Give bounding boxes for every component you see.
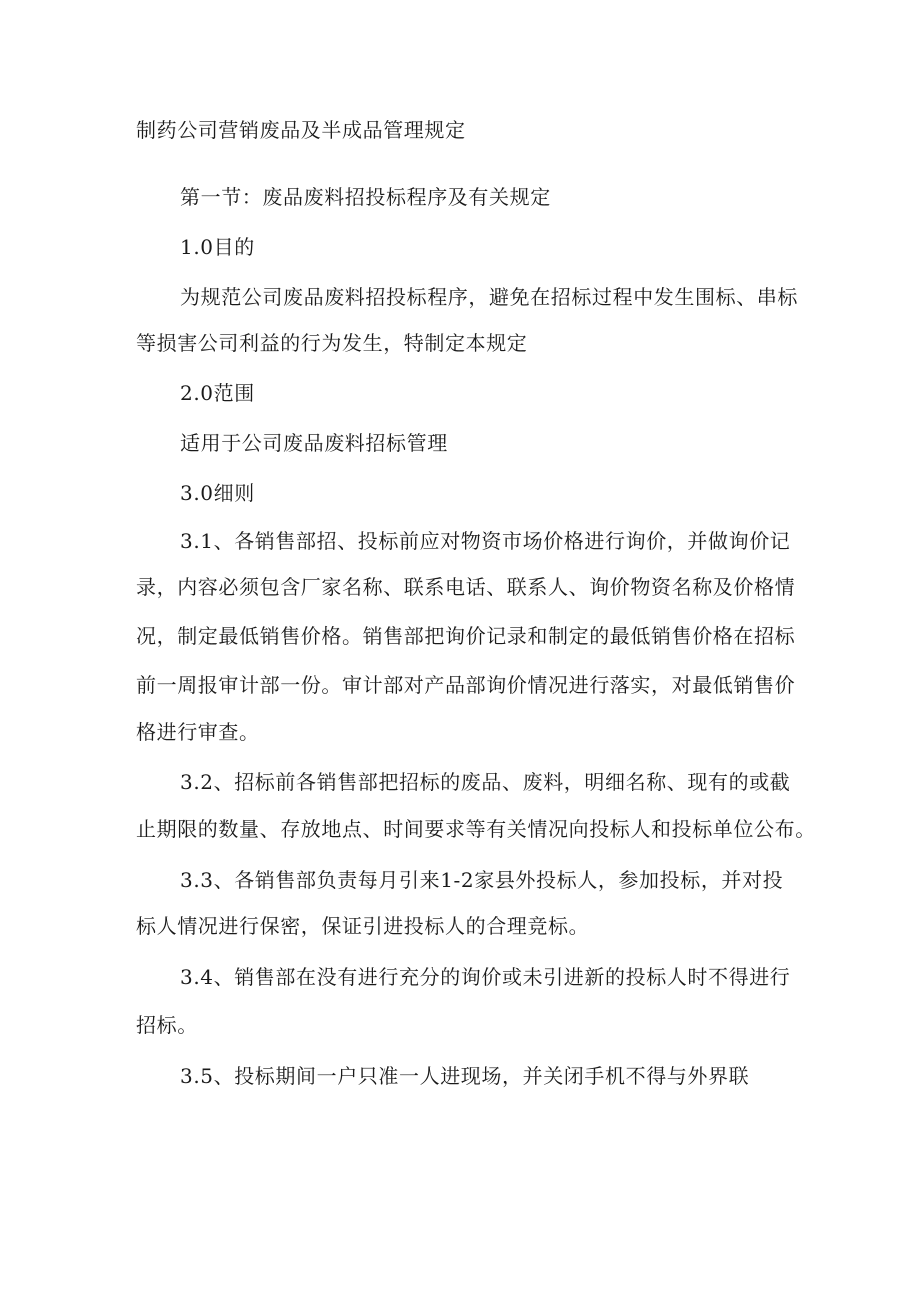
clause-3-1-line-4: 前一周报审计部一份。审计部对产品部询价情况进行落实，对最低销售价 [136,673,796,697]
clause-3-1-line-2: 录，内容必须包含厂家名称、联系电话、联系人、询价物资名称及价格情 [136,575,796,599]
scope-text: 适用于公司废品废料招标管理 [180,431,448,455]
clause-3-3-line-2: 标人情况进行保密，保证引进投标人的合理竞标。 [136,914,590,938]
scope-heading: 2.0范围 [180,381,255,405]
clause-3-4-line-1: 3.4、销售部在没有进行充分的询价或未引进新的投标人时不得进行 [180,965,791,989]
clause-3-1-line-3: 况，制定最低销售价格。销售部把询价记录和制定的最低销售价格在招标 [136,624,796,648]
purpose-line-2: 等损害公司利益的行为发生，特制定本规定 [136,331,528,355]
clause-3-1-line-5: 格进行审查。 [136,720,260,744]
purpose-heading: 1.0目的 [180,235,255,259]
section-heading: 第一节：废品废料招投标程序及有关规定 [180,185,551,209]
clause-3-5-line-1: 3.5、投标期间一户只准一人进现场，并关闭手机不得与外界联 [180,1064,750,1088]
clause-3-3-line-1: 3.3、各销售部负责每月引来1-2家县外投标人，参加投标，并对投 [180,868,784,892]
document-title: 制药公司营销废品及半成品管理规定 [136,118,466,142]
clause-3-1-line-1: 3.1、各销售部招、投标前应对物资市场价格进行询价，并做询价记 [180,529,791,553]
details-heading: 3.0细则 [180,481,255,505]
clause-3-2-line-2: 止期限的数量、存放地点、时间要求等有关情况向投标人和投标单位公布。 [136,817,816,841]
purpose-line-1: 为规范公司废品废料招投标程序，避免在招标过程中发生围标、串标 [180,285,798,309]
clause-3-2-line-1: 3.2、招标前各销售部把招标的废品、废料，明细名称、现有的或截 [180,770,791,794]
clause-3-4-line-2: 招标。 [136,1013,198,1037]
